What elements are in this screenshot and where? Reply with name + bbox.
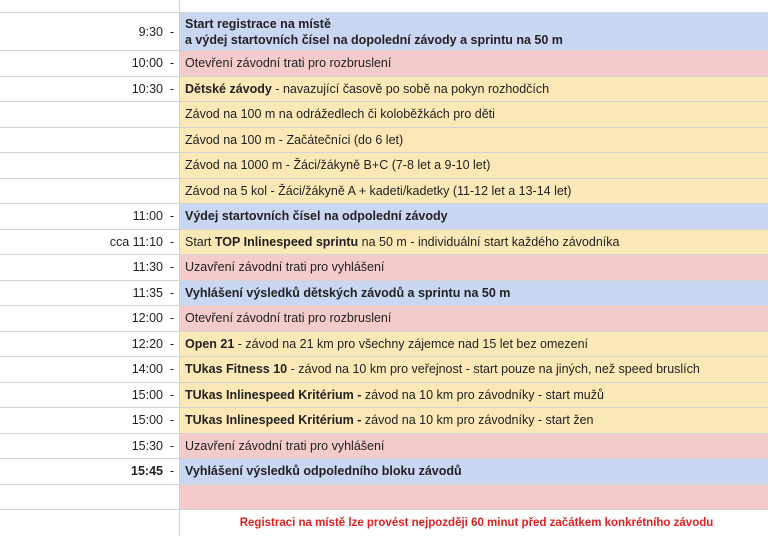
time-cell xyxy=(0,485,165,510)
description-text: Závod na 1000 m - Žáci/žákyně B+C (7-8 let a 9-10 let) xyxy=(185,158,491,173)
description-text: a výdej startovních čísel na dopolední závody a sprintu na 50 m xyxy=(185,33,563,47)
schedule-row xyxy=(0,153,768,179)
description-text: Závod na 100 m na odrážedlech či koloběžkách pro děti xyxy=(185,107,495,122)
schedule-row xyxy=(0,204,768,230)
description-cell xyxy=(179,281,768,306)
schedule-row xyxy=(0,357,768,383)
description-text: Open 21 xyxy=(185,336,235,351)
dash-cell xyxy=(165,128,179,153)
description-text: Otevření závodní trati pro rozbruslení xyxy=(185,311,392,326)
time-cell: 15:45 xyxy=(0,459,165,484)
description-text: Vyhlášení výsledků odpoledního bloku závodů xyxy=(185,464,462,479)
description-text: Dětské závody xyxy=(185,81,272,96)
time-cell: 14:00 xyxy=(0,357,165,382)
time-cell: 15:00 xyxy=(0,408,165,433)
schedule-row xyxy=(0,332,768,358)
time-cell: 11:00 xyxy=(0,204,165,229)
description-text: - navazující časově po sobě na pokyn rozhodčích xyxy=(271,81,550,96)
schedule-row xyxy=(0,383,768,409)
description-cell xyxy=(179,102,768,127)
description-cell xyxy=(179,179,768,204)
schedule-row xyxy=(0,13,768,51)
description-cell xyxy=(179,306,768,331)
description-text: Závod na 100 m - Začátečníci (do 6 let) xyxy=(185,132,404,147)
time-cell xyxy=(0,128,165,153)
description-text: TOP Inlinespeed sprintu xyxy=(214,234,359,249)
description-cell xyxy=(179,408,768,433)
description-cell xyxy=(179,459,768,484)
dash-cell: - xyxy=(165,383,179,408)
schedule-row xyxy=(0,255,768,281)
description-cell xyxy=(179,230,768,255)
description-cell xyxy=(179,332,768,357)
description-cell xyxy=(179,204,768,229)
dash-cell: - xyxy=(165,459,179,484)
schedule-rows xyxy=(0,13,768,510)
schedule-row xyxy=(0,485,768,511)
time-cell: 12:00 xyxy=(0,306,165,331)
description-text: Start registrace na místě xyxy=(185,17,331,31)
description-text: - závod na 21 km pro všechny zájemce nad 15 let bez omezení xyxy=(234,336,588,351)
time-cell xyxy=(0,102,165,127)
description-text: závod na 10 km pro závodníky - start mužů xyxy=(361,387,604,402)
registration-note: Registraci na místě lze provést nejpozději 60 minut před začátkem konkrétního závodu xyxy=(179,510,768,536)
description-text: Výdej startovních čísel na odpolední závody xyxy=(185,209,448,224)
description-text: Otevření závodní trati pro rozbruslení xyxy=(185,56,392,71)
description-cell xyxy=(179,51,768,76)
description-text: Vyhlášení výsledků dětských závodů a sprintu na 50 m xyxy=(185,285,511,300)
description-cell xyxy=(179,153,768,178)
schedule-row xyxy=(0,434,768,460)
time-cell: 15:00 xyxy=(0,383,165,408)
description-text: TUkas Inlinespeed Kritérium - xyxy=(185,413,362,428)
description-text: závod na 10 km pro závodníky - start žen xyxy=(361,413,594,428)
description-text: Závod na 5 kol - Žáci/žákyně A + kadeti/kadetky (11-12 let a 13-14 let) xyxy=(185,183,572,198)
description-cell xyxy=(179,434,768,459)
description-cell xyxy=(179,357,768,382)
dash-cell: - xyxy=(165,51,179,76)
time-cell: 12:20 xyxy=(0,332,165,357)
dash-cell xyxy=(165,485,179,510)
dash-cell: - xyxy=(165,77,179,102)
description-text: TUkas Inlinespeed Kritérium - xyxy=(185,387,362,402)
time-cell: 10:30 xyxy=(0,77,165,102)
dash-cell: - xyxy=(165,230,179,255)
schedule-row xyxy=(0,128,768,154)
dash-cell xyxy=(165,153,179,178)
dash-cell xyxy=(165,102,179,127)
time-cell: 15:30 xyxy=(0,434,165,459)
dash-cell: - xyxy=(165,255,179,280)
schedule-row xyxy=(0,102,768,128)
dash-cell: - xyxy=(165,408,179,433)
description-text: Start xyxy=(185,234,215,249)
dash-cell: - xyxy=(165,13,179,50)
time-cell: 11:30 xyxy=(0,255,165,280)
note-row xyxy=(0,510,768,536)
schedule-row xyxy=(0,408,768,434)
description-cell xyxy=(179,255,768,280)
time-cell: 10:00 xyxy=(0,51,165,76)
dash-cell: - xyxy=(165,357,179,382)
description-text: - závod na 10 km pro veřejnost - start pouze na jiných, než speed bruslích xyxy=(287,362,700,377)
description-cell xyxy=(179,383,768,408)
time-cell xyxy=(0,153,165,178)
dash-cell: - xyxy=(165,434,179,459)
dash-cell xyxy=(165,179,179,204)
description-cell xyxy=(179,128,768,153)
dash-cell: - xyxy=(165,306,179,331)
dash-cell: - xyxy=(165,332,179,357)
schedule-row xyxy=(0,51,768,77)
description-text: Uzavření závodní trati pro vyhlášení xyxy=(185,260,385,275)
description-text: TUkas Fitness 10 xyxy=(185,362,288,377)
schedule-row xyxy=(0,179,768,205)
time-cell: 9:30 xyxy=(0,13,165,50)
schedule-row xyxy=(0,230,768,256)
schedule-row xyxy=(0,281,768,307)
description-text: Uzavření závodní trati pro vyhlášení xyxy=(185,438,385,453)
time-cell: 11:35 xyxy=(0,281,165,306)
description-text: na 50 m - individuální start každého závodníka xyxy=(358,234,620,249)
schedule-row xyxy=(0,77,768,103)
dash-cell: - xyxy=(165,281,179,306)
header-row xyxy=(0,0,768,13)
description-cell xyxy=(179,77,768,102)
dash-cell: - xyxy=(165,204,179,229)
time-cell xyxy=(0,179,165,204)
description-cell xyxy=(179,13,768,50)
description-cell xyxy=(179,485,768,510)
schedule-row xyxy=(0,306,768,332)
schedule-row xyxy=(0,459,768,485)
time-cell: cca 11:10 xyxy=(0,230,165,255)
